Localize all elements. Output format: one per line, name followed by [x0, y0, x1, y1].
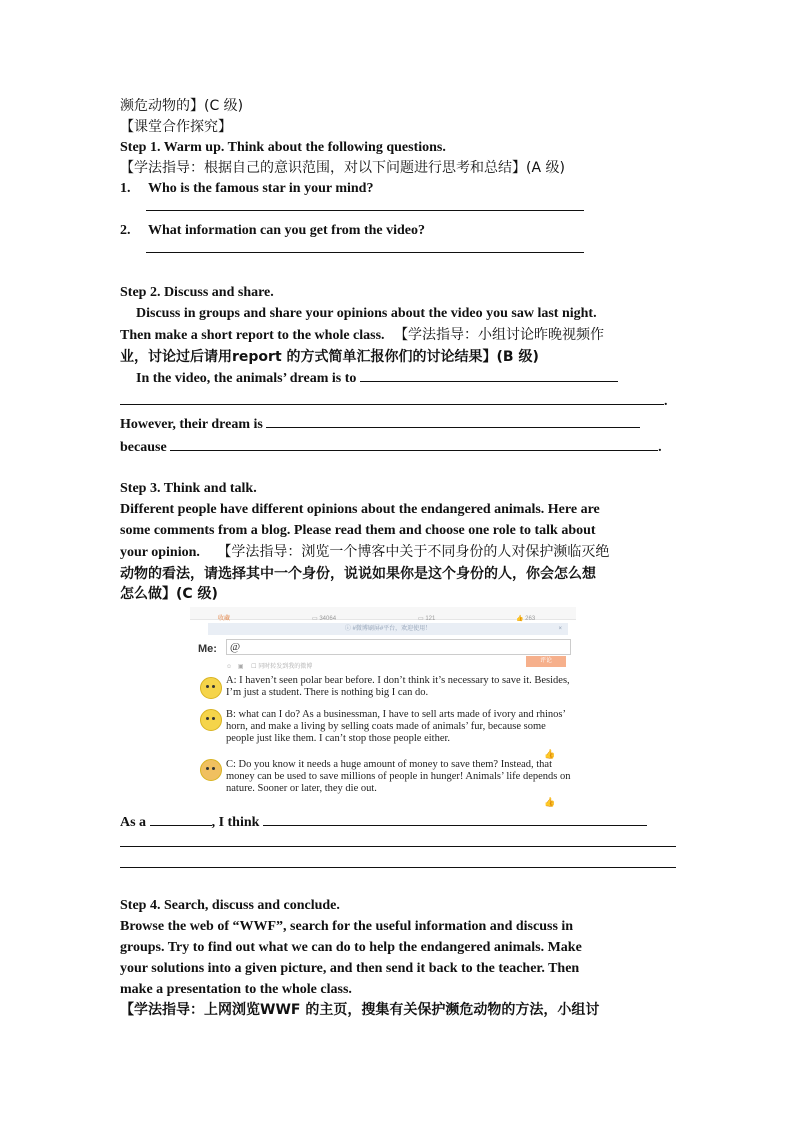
- worried-face-icon: [200, 709, 222, 731]
- step4-paragraph-1: Browse the web of “WWF”, search for the useful information and discuss in: [120, 919, 574, 935]
- q1-number: 1.: [120, 181, 131, 197]
- step3-as-a: [120, 811, 676, 834]
- tab-reposts[interactable]: ▭ 34064: [312, 616, 337, 623]
- fill1-blank[interactable]: [360, 367, 618, 382]
- fill1-period: .: [664, 394, 668, 410]
- comment-input[interactable]: @: [226, 639, 571, 655]
- fill2-text: However, their dream is: [120, 416, 263, 432]
- doge-face-icon: [200, 759, 222, 781]
- section-header: 【课堂合作探究】: [120, 118, 232, 135]
- fill3-text: because: [120, 439, 167, 455]
- fill3-period: .: [658, 439, 662, 455]
- thumb-up-icon[interactable]: 👍: [544, 798, 556, 808]
- opinion-line-2[interactable]: [120, 834, 676, 855]
- title-line: 濒危动物的】(C 级): [120, 98, 244, 114]
- me-label: Me:: [198, 643, 217, 656]
- fill1-blank-cont[interactable]: [120, 390, 664, 405]
- step3-paragraph-1: Different people have different opinions about the endangered animals. Here are: [120, 502, 600, 518]
- step1-question-1: [120, 179, 676, 200]
- step2-paragraph-3: 业，讨论过后请用report 的方式简单汇报你们的讨论结果】(B 级): [120, 348, 539, 365]
- q2-text: What information can you get from the video?: [148, 222, 425, 238]
- tab-comments[interactable]: ▭ 121: [418, 616, 436, 623]
- step1-guide: 【学法指导：根据自己的意识范围，对以下问题进行思考和总结】(A 级): [120, 160, 565, 177]
- step3-paragraph-5: 怎么做】(C 级): [120, 586, 218, 603]
- q2-answer-line[interactable]: [120, 242, 676, 263]
- step2-paragraph-1: Discuss in groups and share your opinions about the video you saw last night.: [136, 305, 597, 321]
- opinion-blank[interactable]: [263, 811, 647, 826]
- step2-heading: Step 2. Discuss and share.: [120, 285, 274, 301]
- step4-paragraph-3: your solutions into a given picture, and then send it back to the teacher. Then: [120, 960, 580, 976]
- step2-fill-1-cont: [120, 390, 676, 413]
- comment-tools: ☺ ▣ ☐ 同时转发到我的微博: [226, 664, 313, 671]
- step2-fill-1: [120, 367, 676, 390]
- step1-question-2: [120, 221, 676, 242]
- step4-guide: 【学法指导：上网浏览WWF 的主页，搜集有关保护濒危动物的方法，小组讨: [120, 1002, 600, 1019]
- step3-paragraph-4: 动物的看法，请选择其中一个身份，说说如果你是这个身份的人，你会怎么想: [120, 565, 596, 582]
- comment-a: A: I haven’t seen polar bear before. I don’t think it’s necessary to save it. Besides, I’m just a student. There is nothing big I can do.: [226, 675, 570, 699]
- step2-paragraph-2: [120, 325, 676, 347]
- q1-answer-line[interactable]: [120, 200, 676, 221]
- tab-favorite[interactable]: 收藏: [218, 616, 231, 623]
- emoji-icon[interactable]: ☺: [226, 664, 233, 671]
- fill3-blank[interactable]: [170, 436, 658, 451]
- laughing-face-icon: [200, 677, 222, 699]
- step2-p2-cn: 【学法指导：小组讨论昨晚视频作: [394, 326, 605, 343]
- comment-c: C: Do you know it needs a huge amount of money to save them? Instead, that money can be used to save millions of people in hunger! Animals’ life depends on nature. Sooner or later, they die out.: [226, 759, 571, 795]
- blog-notice: ⓘ #微博刷屏#平台，欢迎使用！ ×: [208, 623, 568, 635]
- thumb-up-icon[interactable]: 👍: [544, 750, 556, 761]
- q2-number: 2.: [120, 222, 131, 238]
- step3-p3-en: your opinion.: [120, 544, 200, 560]
- send-comment-button[interactable]: 评论: [526, 656, 566, 667]
- q1-text: Who is the famous star in your mind?: [148, 181, 374, 197]
- blog-screenshot: [190, 607, 576, 807]
- step4-paragraph-4: make a presentation to the whole class.: [120, 981, 352, 997]
- image-icon[interactable]: ▣: [237, 664, 244, 671]
- step2-p2-en: Then make a short report to the whole class.: [120, 327, 385, 343]
- step3-paragraph-3: [120, 542, 676, 564]
- blog-topbar: [190, 607, 576, 623]
- fill1-text: In the video, the animals’ dream is to: [136, 371, 357, 387]
- step1-heading: Step 1. Warm up. Think about the following questions.: [120, 139, 446, 155]
- fill2-blank[interactable]: [266, 413, 640, 428]
- i-think-text: , I think: [211, 815, 260, 831]
- worksheet: [120, 96, 676, 1021]
- step3-p3-cn: 【学法指导：浏览一个博客中关于不同身份的人对保护濒临灭绝: [217, 543, 610, 560]
- close-icon[interactable]: ×: [558, 626, 562, 633]
- role-blank[interactable]: [150, 811, 212, 826]
- step2-fill-3: [120, 436, 676, 459]
- step2-fill-2: [120, 413, 676, 436]
- step4-paragraph-2: groups. Try to find out what we can do to help the endangered animals. Make: [120, 939, 582, 955]
- step4-heading: Step 4. Search, discuss and conclude.: [120, 898, 340, 914]
- as-a-text: As a: [120, 815, 147, 831]
- step3-paragraph-2: some comments from a blog. Please read them and choose one role to talk about: [120, 522, 596, 538]
- info-icon: ⓘ: [344, 626, 351, 633]
- step3-heading: Step 3. Think and talk.: [120, 481, 257, 497]
- repost-checkbox[interactable]: ☐: [251, 664, 257, 671]
- opinion-line-3[interactable]: [120, 855, 676, 876]
- comment-b: B: what can I do? As a businessman, I have to sell arts made of ivory and rhinos’ horn, and make a living by selling coats made of animals’ fur, because some people just like them. I can’t stop those people either.: [226, 709, 566, 745]
- tab-likes[interactable]: 👍 263: [516, 616, 536, 623]
